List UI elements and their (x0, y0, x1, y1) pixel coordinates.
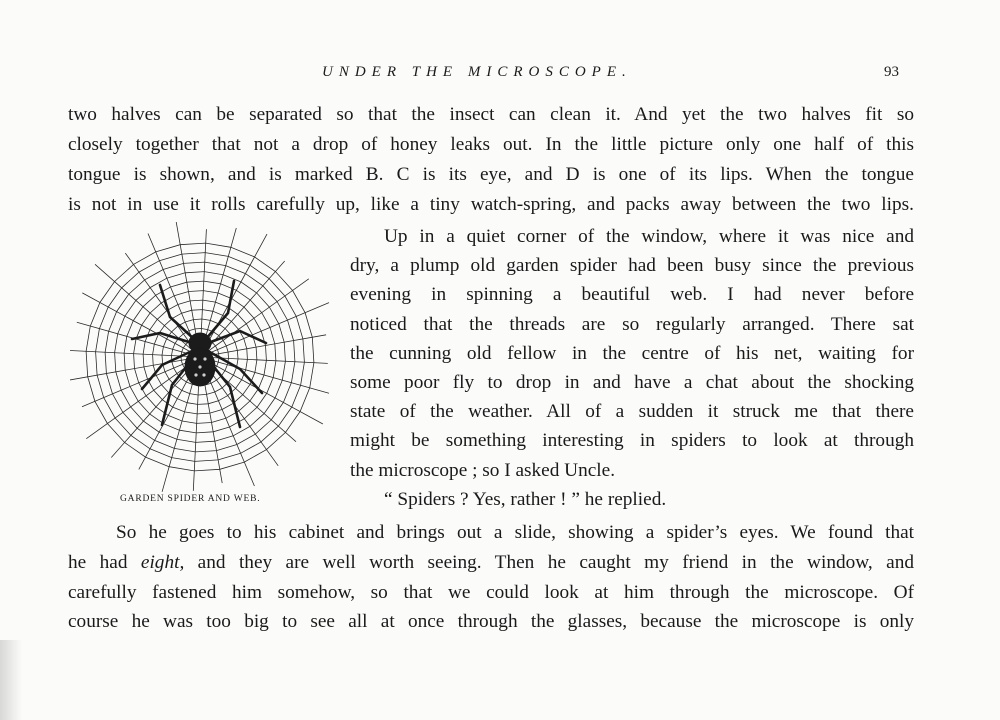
figure-caption: GARDEN SPIDER AND WEB. (120, 494, 261, 504)
paragraph-line: dry, a plump old garden spider had been busy since the previous (350, 255, 914, 276)
page-edge-shadow (0, 640, 22, 720)
page-number: 93 (884, 64, 899, 80)
spider-marking (202, 373, 205, 376)
spider-web-figure (70, 222, 330, 497)
spider-web-icon (70, 222, 330, 497)
paragraph-line: course he was too big to see all at once through the glasses, because the microscope is only (68, 611, 914, 632)
paragraph-line: two halves can be separated so that the insect can clean it. And yet the two halves fit so (68, 104, 914, 125)
paragraph-line: evening in spinning a beautiful web. I had never before (350, 284, 914, 305)
page-header (0, 64, 1000, 86)
paragraph-line: might be something interesting in spiders to look at through (350, 430, 914, 451)
paragraph-line: closely together that not a drop of honey leaks out. In the little picture only one half of this (68, 134, 914, 155)
paragraph-line: Up in a quiet corner of the window, where it was nice and (384, 226, 914, 247)
spider-marking (203, 357, 206, 360)
spider-marking (194, 373, 197, 376)
paragraph-line: the cunning old fellow in the centre of his net, waiting for (350, 343, 914, 364)
text-run: he had (68, 552, 141, 573)
paragraph-line: carefully fastened him somehow, so that we could look at him through the microscope. Of (68, 582, 914, 603)
paragraph-line: So he goes to his cabinet and brings out a slide, showing a spider’s eyes. We found that (116, 522, 914, 543)
text-run: and they are well worth seeing. Then he caught my friend in the window, and (184, 552, 914, 573)
paragraph-line: state of the weather. All of a sudden it struck me that there (350, 401, 914, 422)
web-radial-thread (70, 357, 200, 380)
spider-marking (198, 365, 201, 368)
paragraph-line: the microscope ; so I asked Uncle. (350, 460, 616, 481)
running-head: UNDER THE MICROSCOPE. (322, 64, 632, 80)
paragraph-line: noticed that the threads are so regularly arranged. There sat (350, 314, 914, 335)
dialogue-line: “ Spiders ? Yes, rather ! ” he replied. (384, 489, 667, 510)
spider-marking (193, 357, 196, 360)
paragraph-line: some poor fly to drop in and have a chat about the shocking (350, 372, 914, 393)
paragraph-line (68, 548, 914, 578)
italic-emphasis: eight, (140, 552, 185, 573)
paragraph-line: tongue is shown, and is marked B. C is its eye, and D is one of its lips. When the tongue (68, 164, 914, 185)
paragraph-line: is not in use it rolls carefully up, like a tiny watch-spring, and packs away between the two lips. (68, 194, 914, 215)
